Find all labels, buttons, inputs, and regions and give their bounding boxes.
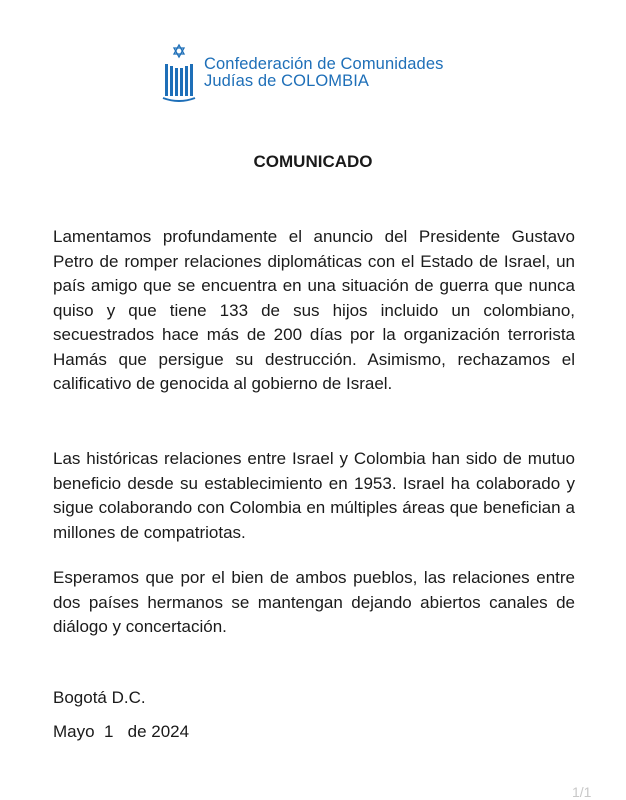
organization-name-line2: Judías de COLOMBIA [204, 72, 370, 90]
paragraph-3: Esperamos que por el bien de ambos pueblos, las relaciones entre dos países hermanos se mantengan dejando abiertos canales de diálogo y concertación. [53, 568, 575, 636]
header-logo [158, 42, 478, 104]
paragraph-1: Lamentamos profundamente el anuncio del Presidente Gustavo Petro de romper relaciones diplomáticas con el Estado de Israel, un país amigo que se encuentra en una situación de guerra que nunca quiso y que tiene 133 de sus hijos incluido un colombiano, secuestrados hace más de 200 días por la organización terrorista Hamás que persigue su destrucción. Asimismo, rechazamos el calificativo de genocida al gobierno de Israel. [53, 227, 575, 393]
organization-name [204, 56, 443, 90]
signature-date: Mayo 1 de 2024 [53, 722, 190, 741]
document-title: COMUNICADO [253, 152, 373, 171]
star-of-david-logo-icon [158, 42, 200, 102]
organization-name-line1: Confederación de Comunidades [204, 55, 444, 73]
page-number: 1/1 [572, 784, 592, 800]
paragraph-2: Las históricas relaciones entre Israel y Colombia han sido de mutuo beneficio desde su establecimiento en 1953. Israel ha colaborado y sigue colaborando con Colombia en múltiples áreas que benefician a millones de compatriotas. [53, 449, 575, 542]
signature-place: Bogotá D.C. [53, 688, 146, 707]
